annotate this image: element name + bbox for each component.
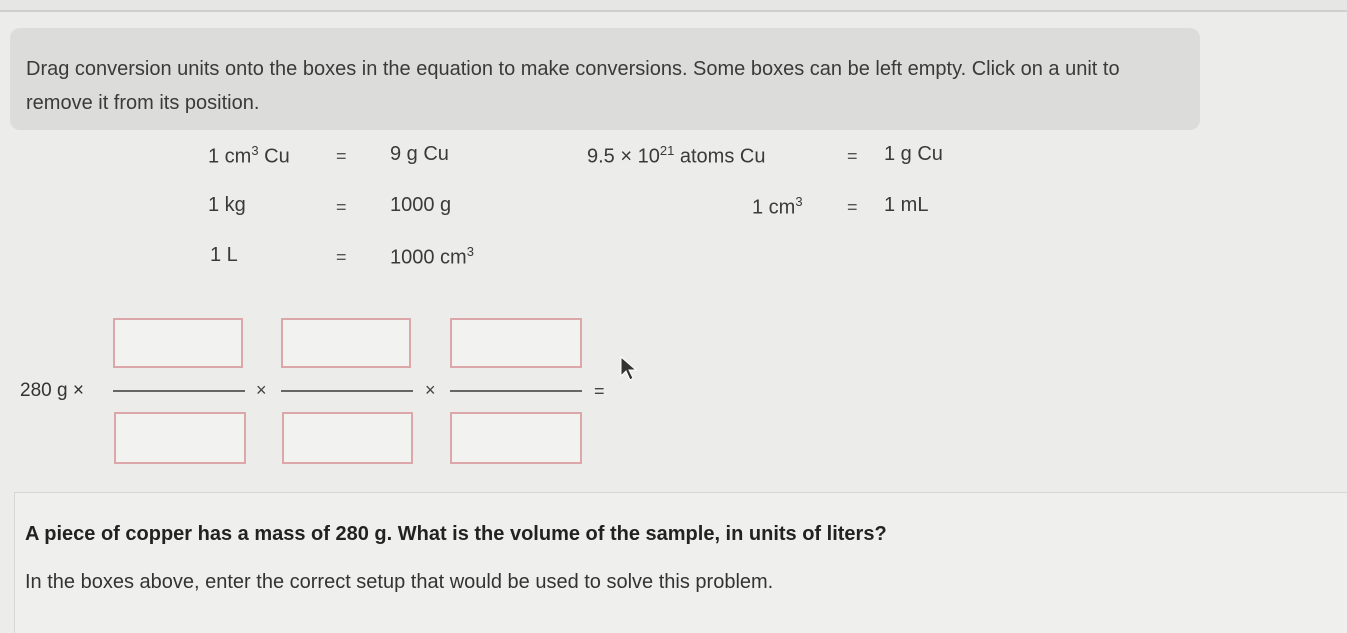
unit-1000g[interactable]: 1000 g	[390, 194, 452, 216]
denominator-box-3[interactable]	[450, 412, 582, 464]
instruction-panel	[10, 28, 1200, 130]
numerator-box-3[interactable]	[450, 318, 582, 368]
question-panel	[14, 492, 1347, 633]
question-title: A piece of copper has a mass of 280 g. What is the volume of the sample, in units of liters?	[25, 523, 887, 545]
result-equals-sign: =	[594, 381, 605, 401]
unit-1g-cu[interactable]: 1 g Cu	[884, 143, 943, 165]
fraction-bar	[450, 390, 582, 392]
unit-1000cm3[interactable]: 1000 $cm^3$	[390, 244, 474, 269]
equation-lhs: 280 g ×	[20, 380, 84, 401]
times-sign: ×	[256, 380, 267, 400]
fraction-bar	[281, 390, 413, 392]
equals-sign: =	[847, 197, 858, 217]
unit-9g-cu[interactable]: 9 g Cu	[390, 143, 449, 165]
top-bar	[0, 0, 1347, 12]
unit-1kg[interactable]: 1 kg	[208, 194, 246, 216]
arrow-cursor-icon	[620, 356, 638, 387]
instruction-text: Drag conversion units onto the boxes in the equation to make conversions. Some boxes can be left empty. Click on a unit to remove it from its position.	[26, 58, 1120, 114]
fraction-bar	[113, 390, 245, 392]
equals-sign: =	[336, 247, 347, 267]
equals-sign: =	[336, 146, 347, 166]
numerator-box-2[interactable]	[281, 318, 411, 368]
numerator-box-1[interactable]	[113, 318, 243, 368]
equals-sign: =	[847, 146, 858, 166]
unit-1cm3[interactable]: 1 $cm^3$	[752, 194, 803, 219]
unit-cm3-cu[interactable]: 1 $cm^3$ Cu	[208, 143, 290, 168]
denominator-box-2[interactable]	[282, 412, 413, 464]
unit-1l[interactable]: 1 L	[210, 244, 238, 266]
unit-atoms-cu[interactable]: $9.5 \times 10^{21}$ atoms Cu	[587, 143, 766, 168]
unit-1ml[interactable]: 1 mL	[884, 194, 929, 216]
equals-sign: =	[336, 197, 347, 217]
question-instructions: In the boxes above, enter the correct setup that would be used to solve this problem.	[25, 571, 774, 593]
denominator-box-1[interactable]	[114, 412, 246, 464]
times-sign: ×	[425, 380, 436, 400]
